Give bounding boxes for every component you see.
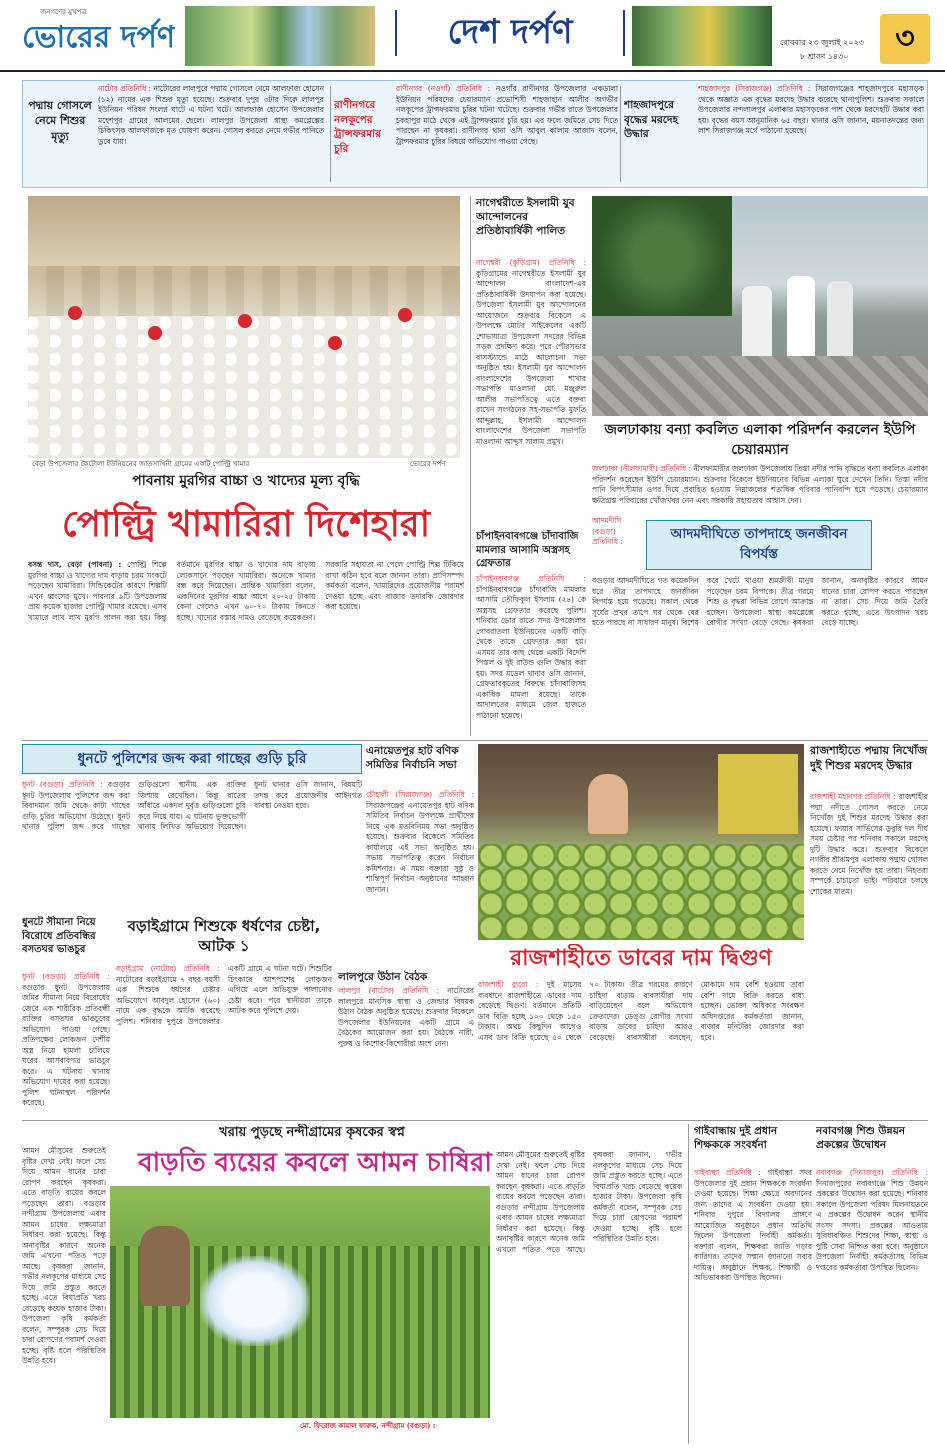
divider [22, 740, 928, 741]
story-headline: নাগেশ্বরীতে ইসলামী যুব আন্দোলনের প্রতিষ্ঠাবার্ষিকী পালিত [476, 197, 575, 238]
story-text: বগুড়ার ধুনট উপজেলায় জমির সীমানা নিয়ে বিরোধের জেরে এক শারীরিক প্রতিবন্ধী ব্যক্তির বসতঘর ভাঙচুরের অভিযোগ পাওয়া গেছে। প্রতিপক্ষের লোকজন দেশীয় অস্ত্র নিয়ে হামলা চালিয়ে ঘরের আসবাবপত্র ভাঙচুর করে। এ ঘটনায় থানায় অভিযোগ দায়ের করা হয়েছে। পুলিশ ঘটনাস্থল পরিদর্শন করেছে। [22, 982, 110, 1108]
story-text: সিরাজগঞ্জের এনায়েতপুর হাট বণিক সমিতির নির্বাচন উপলক্ষে প্রার্থীদের নিয়ে এক মতবিনিময় সভা অনুষ্ঠিত হয়েছে। শুক্রবার বিকেলে সমিতির কার্যালয়ে এই সভা অনুষ্ঠিত হয়। সভায় সভাপতিত্ব করেন নির্বাচন কমিশনার। এ সময় বক্তারা সুষ্ঠু ও শান্তিপূর্ণ নির্বাচন অনুষ্ঠানের আহ্বান জানান। [366, 800, 474, 894]
divider [620, 86, 621, 182]
story-body [366, 790, 474, 966]
lead-body [28, 560, 464, 740]
aman-body-right [496, 1150, 682, 1440]
story-text: নওগাঁর রাণীনগর উপজেলার একডালা ইউনিয়ন পরিষদের চেয়ারম্যান প্রভোশিসী শাহজাহান আলীর অগভীর নলকূপের ট্রান্সফরমার চুরির ঘটনা ঘটেছে। শুক্রবার গভীর রাতে উপজেলার চকহাপুর মাঠে থেকে এই ট্রান্সফরমার চুরি হয়। এর ফলে জমিতে সেচ দিতে পারছেন না কৃষকরা। রাণীনগর থানা ওসি আবুল কালাম আজাদ বলেন, ট্রান্সফরমার চুরির বিষয়ে অভিযোগ পাওয়া গেছে। [396, 84, 618, 146]
paper-name: ভোরের দর্পণ [22, 20, 175, 55]
story-byline: গাইবান্ধা প্রতিনিধি : [694, 1168, 761, 1177]
story-body [816, 1168, 928, 1442]
story-drowning[interactable] [28, 84, 328, 184]
dhunat-headline: ধুনটে পুলিশের জব্দ করা গাছের গুড়ি চুরি [77, 751, 307, 767]
photo-caption: বেড়া উপজেলার কৈটোলা ইউনিয়নের জাতসাখিনী গ্রামের একটি পোল্ট্রি খামার [32, 460, 250, 468]
aman-byline: মো. ফিরোজ কামাল ফারুক, নন্দীগ্রাম (বগুড়া) : [300, 1422, 436, 1430]
lead-headline: পোল্ট্রি খামারিরা দিশেহারা [61, 503, 431, 545]
story-byline: লালপুর (নাটোর) প্রতিনিধি : [338, 986, 439, 995]
story-text: নাটোরের লালপুরে মানসিক স্বাস্থ্য ও জেন্ডার বিষয়ক উঠান বৈঠক অনুষ্ঠিত হয়েছে। শুক্রবার বিকেলে উপজেলার ইউনিয়নের একটি গ্রামে এ বৈঠকের আয়োজন করা হয়। বৈঠকে নারী, পুরুষ ও কিশোর-কিশোরীরা অংশ নেন। [338, 986, 474, 1048]
poultry-farm-photo [28, 196, 460, 458]
heat-story-box[interactable] [592, 516, 928, 736]
story-body [810, 792, 928, 1112]
daab-body [478, 980, 804, 1114]
divider [688, 1124, 689, 1444]
story-teachers[interactable] [694, 1124, 812, 1444]
story-text: চাঁপাইনবাবগঞ্জে চাঁদাবাজি মামলার আসামি তৌফিকুল ইসলাম (২৪) কে অস্ত্রসহ গ্রেফতার করেছে পুলিশ। শনিবার ভোর রাতে সদর উপজেলার গোবরাতলা ইউনিয়নের একটি বাড়ি থেকে তাকে গ্রেফতার করা হয়। এসময় তার কাছ থেকে একটি বিদেশি পিস্তল ও দুই রাউন্ড গুলি উদ্ধার করা হয়। সদর মডেল থানার ওসি জানান, গ্রেফতারকৃতের বিরুদ্ধে চাঁদাবাজিসহ একাধিক মামলা রয়েছে। তাকে আদালতের মাধ্যমে জেল হাজতে পাঠানো হয়েছে। [476, 584, 586, 720]
divider [22, 1120, 928, 1121]
story-headline: এনায়েতপুর হাট বণিক সমিতির নির্বাচনি সভা [366, 745, 459, 772]
story-body [338, 986, 474, 1114]
dhunat-body [22, 780, 362, 910]
story-enayetpur[interactable] [366, 744, 474, 966]
story-headline: নবাবগঞ্জ শিশু উন্নয়ন প্রকল্পের উদ্বোধন [816, 1125, 906, 1152]
story-headline: ধুনটে সীমানা নিয়ে বিরোধে প্রতিবন্ধির বসতঘর ভাঙচুর [22, 917, 96, 955]
story-rajshahi-rescue[interactable] [810, 744, 928, 1114]
story-byline: নাগেশ্বরী (কুড়িগ্রাম) প্রতিনিধি : [476, 258, 586, 267]
story-byline: ধুনট (বগুড়া) প্রতিনিধি : [22, 780, 103, 789]
story-headline: শাহজাদপুরে বৃদ্ধের মরদেহ উদ্ধার [624, 99, 679, 141]
story-text: গাইবান্ধা সদর উপজেলার দুই প্রধান শিক্ষককে সংবর্ধনা দেওয়া হয়েছে। শিক্ষা ক্ষেত্রে অবদানের জন্য তাদের এ সংবর্ধনা দেওয়া হয়। শনিবার দুপুরে বিদ্যালয় প্রাঙ্গণে আয়োজিত অনুষ্ঠানে প্রধান অতিথি ছিলেন উপজেলা নির্বাহী কর্মকর্তা। বক্তারা বলেন, শিক্ষকরা জাতি গড়ার কারিগর। তাদের সম্মান জানানো সবার দায়িত্ব। অনুষ্ঠানে শিক্ষক, শিক্ষার্থী ও অভিভাবকরা উপস্থিত ছিলেন। [694, 1168, 812, 1283]
story-body [476, 574, 586, 734]
story-text: রাজশাহীর পদ্মা নদীতে গোসল করতে নেমে নিখোঁজ দুই শিশুর মরদেহ উদ্ধার করা হয়েছে। ফায়ার সার্ভিসের ডুবুরি দল দীর্ঘ সময় চেষ্টার পর শনিবার সকালে মরদেহ দুটি উদ্ধার করে। শুক্রবার বিকেলে নগরীর শ্রীরামপুর এলাকায় পদ্মায় গোসল করতে নেমে নিখোঁজ হয় তারা। নিহতরা সম্পর্কে চাচাতো ভাই। পরিবারে চলছে শোকের মাতম। [810, 792, 928, 896]
story-headline: পদ্মায় গোসলে নেমে শিশুর মৃত্যু [28, 99, 92, 143]
heat-headline-box [646, 520, 872, 570]
story-headline: গাইবান্ধায় দুই প্রধান শিক্ষককে সংবর্ধনা [694, 1125, 778, 1152]
story-lalpur[interactable] [338, 970, 474, 1116]
aman-kicker: খরায় পুড়ছে নন্দীগ্রামের কৃষকের স্বপ্ন [219, 1125, 405, 1140]
masthead [0, 0, 945, 72]
flood-headline: জলঢাকায় বন্যা কবলিত এলাকা পরিদর্শন করলেন ইউপি চেয়ারম্যান [604, 422, 916, 459]
story-text: কুড়িগ্রামের নাগেশ্বরীতে ইসলামী যুব আন্দোলন বাংলাদেশ-এর প্রতিষ্ঠাবার্ষিকী উদযাপন করা হয়েছে। উপজেলা ইসলামী যুব আন্দোলনের আয়োজনে শুক্রবার বিকেলে এ উপলক্ষে মোটর সাইকেলের একটি শোভাযাত্রা উপজেলা সদরের বিভিন্ন সড়ক প্রদক্ষিণ করে। পরে পৌরসভার বাসস্ট্যান্ডে মাঠে আলোচনা সভা অনুষ্ঠিত হয়। ইসলামী যুব আন্দোলন বাংলাদেশের উপজেলা শাখার সভাপতি মাওলানা মো. মঞ্জুরুল আলীর সভাপতিত্বে এতে বক্তব্য রাখেন সংগঠনের সহ-সভাপতি মুফতি আব্দুল্লাহ, ইসলামী আন্দোলন বাংলাদেশের উপজেলা সভাপতি মাওলানা আব্দুস সালাম প্রমুখ। [476, 268, 586, 446]
story-text: আমন মৌসুমের শুরুতেই বৃষ্টির দেখা নেই। ফলে সেচ দিয়ে আমন ধানের চারা রোপণ করছেন কৃষকরা। এতে বাড়তি ব্যয়ের কবলে পড়েছেন তারা। বগুড়ার নন্দীগ্রাম উপজেলায় এবার আমন চাষের লক্ষ্যমাত্রা নির্ধারণ করা হয়েছে। কিন্তু অনাবৃষ্টির কারণে অনেক জমি এখনো পতিত পড়ে আছে। কৃষকরা জানান, গভীর নলকূপের মাধ্যমে সেচ দিয়ে জমি প্রস্তুত করতে হচ্ছে। এতে বিঘাপ্রতি খরচ বেড়েছে কয়েক হাজার টাকা। উপজেলা কৃষি কর্মকর্তা বলেন, সম্পূরক সেচ দিয়ে চারা রোপণের পরামর্শ দেওয়া হচ্ছে। বৃষ্টি হলে পরিস্থিতির উন্নতি হবে। [496, 1150, 682, 1254]
story-text: নীলফামারীর জলঢাকা উপজেলায় তিস্তা নদীর পানি বৃদ্ধিতে বন্যা কবলিত এলাকা পরিদর্শন করেছেন ইউপি চেয়ারম্যান। শুক্রবার বিকেলে ইউনিয়নের বিভিন্ন এলাকা ঘুরে দেখেন তিনি। তিস্তা নদীর পানি বিপৎসীমার ওপর দিয়ে প্রবাহিত হওয়ায় নিম্নাঞ্চলের শতাধিক পরিবার পানিবন্দি হয়ে পড়েছে। চেয়ারম্যান ক্ষতিগ্রস্ত পরিবারের খোঁজখবর নেন এবং সরকারি সহায়তার আশ্বাস দেন। [592, 464, 928, 505]
story-text: আমন মৌসুমের শুরুতেই বৃষ্টির দেখা নেই। ফলে সেচ দিয়ে আমন ধানের চারা রোপণ করছেন কৃষকরা। এতে বাড়তি ব্যয়ের কবলে পড়েছেন তারা। বগুড়ার নন্দীগ্রাম উপজেলায় এবার আমন চাষের লক্ষ্যমাত্রা নির্ধারণ করা হয়েছে। কিন্তু অনাবৃষ্টির কারণে অনেক জমি এখনো পতিত পড়ে আছে। কৃষকরা জানান, গভীর নলকূপের মাধ্যমে সেচ দিয়ে জমি প্রস্তুত করতে হচ্ছে। এতে বিঘাপ্রতি খরচ বেড়েছে কয়েক হাজার টাকা। উপজেলা কৃষি কর্মকর্তা বলেন, সম্পূরক সেচ দিয়ে চারা রোপণের পরামর্শ দেওয়া হচ্ছে। বৃষ্টি হলে পরিস্থিতির উন্নতি হবে। [22, 1146, 106, 1366]
story-byline: শাহজাদপুর (সিরাজগঞ্জ) প্রতিনিধি : [698, 84, 811, 93]
aman-headline: বাড়তি ব্যয়ের কবলে আমন চাষিরা [138, 1148, 492, 1178]
story-byline: জলঢাকা (নীলফামারী) প্রতিনিধি : [592, 464, 692, 473]
story-text: সিরাজগঞ্জের শাহজাদপুরে মহাসড়ক থেকে অজ্ঞাত এক বৃদ্ধের মরদেহ উদ্ধার করেছে থানাপুলিশ। শুক্রবার সকালে উপজেলার নন্দলালপুর এলাকার মহাসড়কের পাশ থেকে মরদেহটি উদ্ধার করা হয়। বৃদ্ধের বয়স আনুমানিক ৬৫ বছর। থানার ওসি জানান, ময়নাতদন্তের জন্য লাশ সিরাজগঞ্জ মর্গে পাঠানো হয়েছে। [698, 84, 924, 136]
story-body-recovery[interactable] [624, 84, 924, 184]
story-text: দুই মাসের ব্যবধানে রাজশাহীতে ডাবের দাম বেড়েছে দ্বিগুণ। বর্তমানে প্রতিটি ডাব বিক্রি হচ্ছে ১০০ থেকে ১৫০ টাকায়। অথচ কিছুদিন আগেও এসব ডাব বিক্রি হয়েছে ৫০ থেকে ৭০ টাকায়। তীব্র গরমের কারণে চাহিদা বাড়ায় ব্যবসায়ীরা দাম বাড়িয়েছেন বলে অভিযোগ ক্রেতাদের। ডেঙ্গু রোগীর সংখ্যা বাড়ায় ডাবের চাহিদা আরও বেড়েছে। ব্যবসায়ীরা বলছেন, মোকামে দাম বেশি হওয়ায় তারা বেশি দামে বিক্রি করতে বাধ্য হচ্ছেন। ভোক্তা অধিকার সংরক্ষণ অধিদপ্তরের কর্মকর্তারা জানান, বাজার মনিটরিং জোরদার করা হবে। [478, 980, 804, 1042]
story-body [98, 84, 324, 182]
divider [330, 86, 331, 182]
flood-body [592, 464, 928, 512]
story-boundary-dispute[interactable] [22, 916, 110, 1116]
lead-text: পোল্ট্রি শিল্পে মুরগির বাচ্চা ও খাদ্যের দাম বাড়ায় চরম সংকটে পড়েছেন খামারিরা। সিন্ডিকেটের কারণে শিল্পটি এখন ধ্বংসের মুখে। পাবনার ৯টি উপজেলায় প্রায় কয়েক হাজার পোল্ট্রি খামার রয়েছে। এসব খামারে লাখ লাখ মুরগি পালন করা হয়। কিন্তু বর্তমানে মুরগির বাচ্চা ও খাদ্যের দাম বাড়ায় লোকসানে পড়ছেন খামারিরা। অনেকে খামার বন্ধ করে দিয়েছেন। প্রান্তিক খামারিরা বলেন, একদিনের মুরগির বাচ্চা আগে ২০-২৫ টাকায় কেনা গেলেও এখন ৬০-৭০ টাকায় কিনতে হচ্ছে। খাদ্যের বস্তার দামও বেড়েছে কয়েকগুণ। সরকারি সহায়তা না পেলে পোল্ট্রি শিল্প টিকিয়ে রাখা কঠিন হবে বলে জানান তারা। প্রাণিসম্পদ কর্মকর্তা বলেন, খামারিদের প্রয়োজনীয় পরামর্শ দেওয়া হচ্ছে এবং বাজার তদারকি জোরদার করা হয়েছে। [28, 560, 464, 622]
lead-kicker: পাবনায় মুরগির বাচ্চা ও খাদ্যের মূল্য বৃদ্ধি [132, 473, 360, 489]
story-body [396, 84, 618, 182]
story-chapai[interactable] [476, 530, 586, 736]
story-text: বগুড়ার আদমদীঘিতে গত কয়েকদিন ধরে তীব্র তাপদাহে জনজীবন বিপর্যস্ত হয়ে পড়েছে। সকাল থেকে সূর্যের প্রখর তাপে ঘর থেকে বের হতে পারছে না সাধারণ মানুষ। বিশেষ করে খেটে খাওয়া শ্রমজীবী মানুষ পড়েছেন চরম বিপাকে। তীব্র গরমে শিশু ও বৃদ্ধরা বিভিন্ন রোগে আক্রান্ত হচ্ছেন। উপজেলা স্বাস্থ্য কমপ্লেক্সে রোগীর সংখ্যা বেড়ে গেছে। কৃষকরা জানান, অনাবৃষ্টির কারণে আমন ধানের চারা রোপণ করতে পারছেন না তারা। সেচ দিয়ে জমি তৈরি করতে হচ্ছে, এতে উৎপাদন খরচ বেড়ে যাচ্ছে। [592, 576, 928, 628]
story-body [116, 964, 332, 1114]
heat-body [592, 576, 928, 734]
page-number: ৩ [880, 14, 930, 64]
story-text: নাটোরের বড়াইগ্রামে ৭ বছর বয়সী এক শিশুকে ধর্ষণের চেষ্টার অভিযোগে আবদুল হোসেন (৬০) নামে এক বৃদ্ধকে আটক করেছে পুলিশ। শনিবার দুপুরে উপজেলার একটি গ্রামে এ ঘটনা ঘটে। শিশুটির চিৎকারে আশপাশের লোকজন এগিয়ে এলে অভিযুক্ত পালানোর চেষ্টা করে। পরে স্থানীয়রা তাকে আটক করে পুলিশে দেয়। [116, 964, 332, 1026]
story-byline: রাণীনগর (নওগাঁ) প্রতিনিধি : [396, 84, 491, 93]
story-byline: নাটোর প্রতিনিধি : [98, 84, 152, 93]
masthead-photo-strip [185, 6, 375, 66]
story-baraigram[interactable] [116, 916, 332, 1116]
coconut-market-photo [478, 744, 804, 940]
aman-body-left [22, 1146, 106, 1436]
story-headline: রাজশাহীতে পদ্মায় নিখোঁজ দুই শিশুর মরদেহ উদ্ধার [810, 744, 928, 772]
story-body [694, 1168, 812, 1442]
story-body [22, 972, 110, 1114]
daab-headline: রাজশাহীতে ডাবের দাম দ্বিগুণ [510, 945, 772, 971]
masthead-photo-strip-2 [632, 6, 772, 66]
story-nageshwari[interactable] [476, 196, 586, 526]
story-byline: রাজশাহী মহানগর প্রতিনিধি : [810, 792, 896, 801]
date-line-1: রোববার ২৩ জুলাই ২০২৩ [780, 38, 865, 47]
story-body [698, 84, 924, 182]
photo-credit: ভোরের দর্পণ [410, 460, 446, 468]
divider [470, 196, 471, 736]
lead-byline: বসন্ত দাস, বেড়া (পাবনা) : [28, 560, 122, 569]
story-body [476, 258, 586, 524]
date-line-2: ৮ শ্রাবণ ১৪৩০ [800, 52, 849, 61]
story-transformer[interactable] [334, 84, 618, 184]
story-byline: রাজশাহী ব্যুরো : [478, 980, 539, 989]
paper-tagline: জনগণের মুখপত্র [40, 8, 87, 16]
story-byline: ধুনট (বগুড়া) প্রতিনিধি : [22, 972, 110, 981]
irrigation-photo [110, 1186, 490, 1418]
flood-visit-photo [592, 196, 928, 416]
story-nawabganj[interactable] [816, 1124, 928, 1444]
story-byline: বড়াইগ্রাম (নাটোর) প্রতিনিধি : [116, 964, 220, 973]
story-text: নাটোরের লালপুরে পদ্মায় গোসলে নেমে আলফাজ হোসেন (১২) নামের এক শিশুর মৃত্যু হয়েছে। শুক্রবার দুপুর ৩টার দিকে লালপুর ইউনিয়ন পরিষদ সংলগ্ন ঘাটে এ ঘটনা ঘটে। আলফাজ হোসেন উপজেলার মহেশপুর গ্রামের আলমের ছেলে। লালপুর উপজেলা স্বাস্থ্য কমপ্লেক্সের চিকিৎসক আলফাজকে মৃত ঘোষণা করেন। গোসল করতে নেমে গভীর পানিতে ডুবে যায়। [98, 84, 324, 146]
story-headline: চাঁপাইনবাবগঞ্জে চাঁদাবাজি মামলার আসামি অস্ত্রসহ গ্রেফতার [476, 531, 579, 569]
story-text: বগুড়ার ধুনট উপজেলায় পুলিশের জব্দ করা বিবাদমান জমি থেকে কাটা গাছের গুড়ি চুরির অভিযোগ উঠেছে। ধুনট থানার পুলিশ জব্দ করে গাছের গুড়িগুলো স্থানীয় এক ব্যক্তির জিম্মায় রেখেছিল। কিন্তু রাতের আঁধারে একদল দুর্বৃত্ত গুড়িগুলো চুরি করে নিয়ে যায়। এ ঘটনায় ভুক্তভোগী থানায় লিখিত অভিযোগ দিয়েছেন। ধুনট থানার ওসি জানান, বিষয়টি তদন্ত করে প্রয়োজনীয় আইনগত ব্যবস্থা নেওয়া হবে। [22, 780, 362, 832]
story-byline: নবাবগঞ্জ (দিনাজপুর) প্রতিনিধি : [816, 1168, 928, 1177]
story-headline: লালপুরে উঠান বৈঠক [338, 971, 428, 983]
story-headline: রাণীনগরে নলকূপের ট্রান্সফরমার চুরি [334, 99, 381, 156]
story-headline: বড়াইগ্রামে শিশুকে ধর্ষণের চেষ্টা, আটক ১ [127, 917, 321, 956]
story-byline: আদমদীঘি (বগুড়া) প্রতিনিধি : [592, 516, 623, 547]
heat-headline: আদমদীঘিতে তাপদাহে জনজীবন বিপর্যস্ত [670, 526, 848, 562]
section-title: দেশ দর্পণ [395, 10, 625, 56]
story-byline: চৌহালী (সিরাজগঞ্জ) প্রতিনিধি : [366, 790, 474, 799]
story-text: দিনাজপুরের নবাবগঞ্জে শিশু উন্নয়ন প্রকল্পের উদ্বোধন করা হয়েছে। শনিবার সকালে উপজেলা পরিষদ মিলনায়তনে এ প্রকল্পের উদ্বোধন করেন স্থানীয় সংসদ সদস্য। প্রকল্পের আওতায় সুবিধাবঞ্চিত শিশুদের শিক্ষা, স্বাস্থ্য ও পুষ্টি সেবা নিশ্চিত করা হবে। অনুষ্ঠানে উপজেলা নির্বাহী কর্মকর্তাসহ বিভিন্ন দপ্তরের কর্মকর্তারা উপস্থিত ছিলেন। [816, 1178, 928, 1272]
story-byline: চাঁপাইনবাবগঞ্জ প্রতিনিধি : [476, 574, 586, 583]
